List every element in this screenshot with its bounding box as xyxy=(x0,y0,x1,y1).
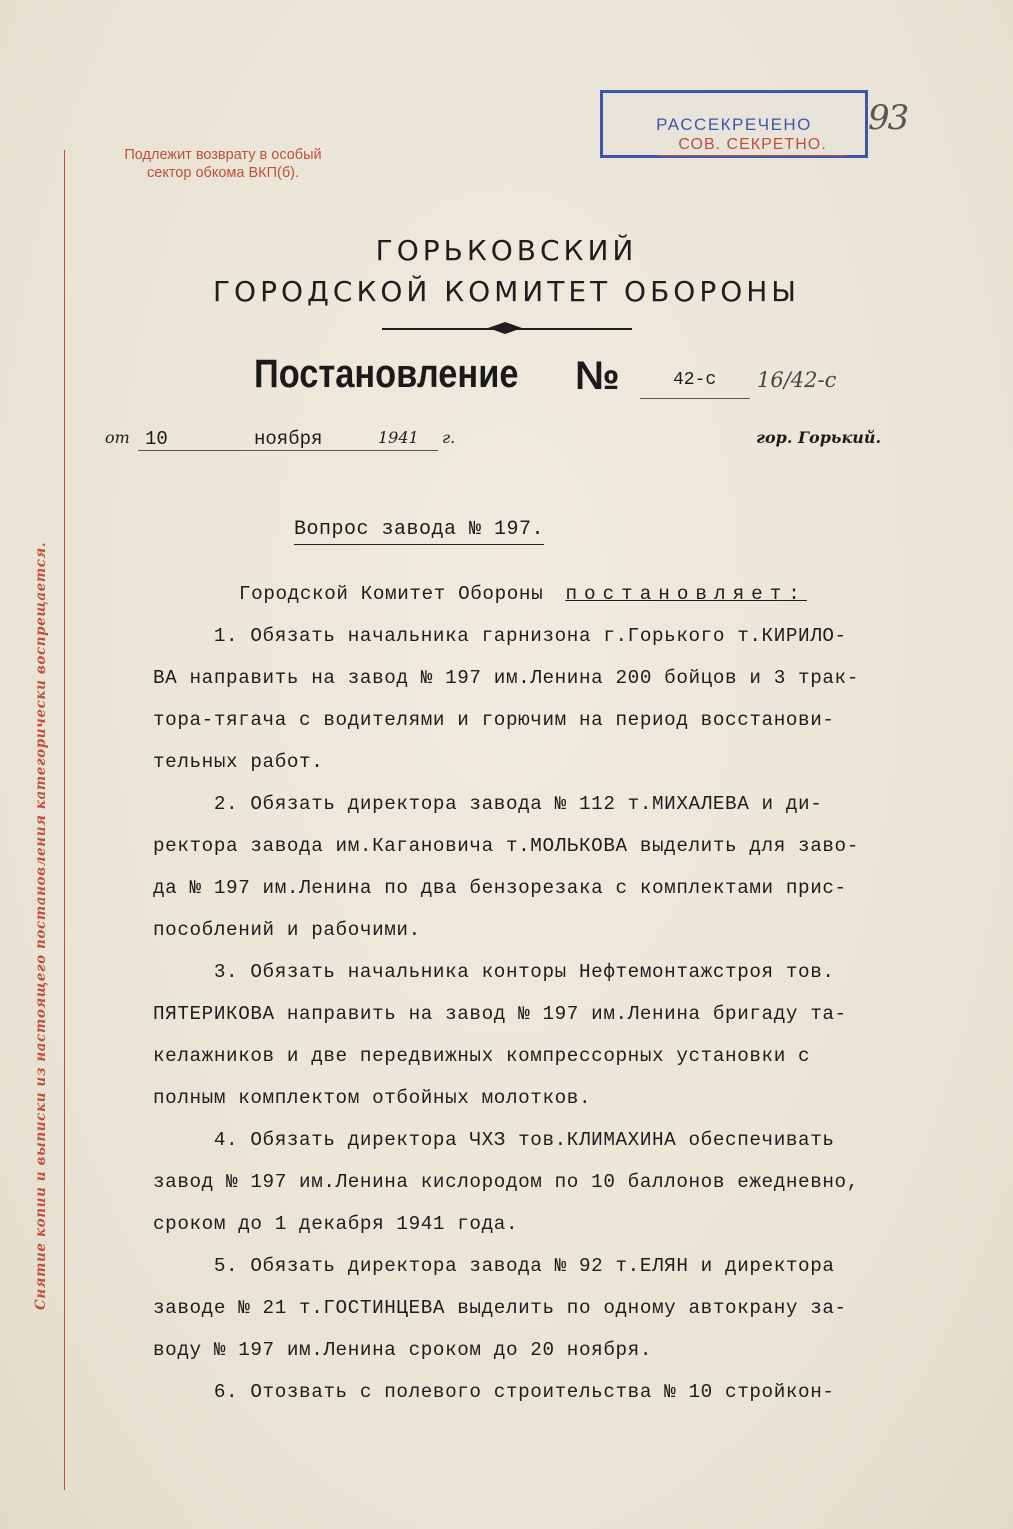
decree-number-typed: 42-с xyxy=(673,370,717,390)
body-line: сроком до 1 декабря 1941 года. xyxy=(153,1213,519,1235)
body-line: тельных работ. xyxy=(153,751,324,773)
decree-subject: Вопрос завода № 197. xyxy=(294,518,544,545)
date-month: ноября xyxy=(254,428,323,450)
resolves-word: постановляет: xyxy=(565,583,807,605)
number-sign: № xyxy=(575,354,620,398)
date-day-underline xyxy=(138,450,216,451)
decree-title: Постановление xyxy=(254,352,519,396)
date-year-suffix: г. xyxy=(442,428,456,447)
body-line: тора-тягача с водителями и горючим на период восстанови- xyxy=(153,709,835,731)
return-note-line-2: сектор обкома ВКП(б). xyxy=(147,165,299,181)
date-day: 10 xyxy=(145,428,168,450)
body-line: воду № 197 им.Ленина сроком до 20 ноября. xyxy=(153,1339,652,1361)
decree-body xyxy=(153,573,953,1413)
body-line: да № 197 им.Ленина по два бензорезака с комплектами прис- xyxy=(153,877,847,899)
stamp-secret-text: СОВ. СЕКРЕТНО. xyxy=(660,135,845,156)
date-year: 1941 xyxy=(378,428,419,447)
body-line: 1. Обязать начальника гарнизона г.Горького т.КИРИЛО- xyxy=(153,625,847,647)
body-line: ректора завода им.Кагановича т.МОЛЬКОВА выделить для заво- xyxy=(153,835,859,857)
declassified-stamp xyxy=(600,90,868,158)
body-line: 5. Обязать директора завода № 92 т.ЕЛЯН и директора xyxy=(153,1255,835,1277)
body-line: 2. Обязать директора завода № 112 т.МИХАЛЕВА и ди- xyxy=(153,793,823,815)
body-line: ВА направить на завод № 197 им.Ленина 200 бойцов и 3 трак- xyxy=(153,667,859,689)
body-line: 4. Обязать директора ЧХЗ тов.КЛИМАХИНА обеспечивать xyxy=(153,1129,835,1151)
body-line: келажников и две передвижных компрессорных установки с xyxy=(153,1045,811,1067)
date-prefix: от xyxy=(105,428,130,447)
return-note xyxy=(78,146,368,182)
org-name-line-2: ГОРОДСКОЙ КОМИТЕТ ОБОРОНЫ xyxy=(212,275,801,308)
preamble-line xyxy=(153,573,953,615)
date-year-underline xyxy=(372,450,438,451)
decree-number-handwritten: 16/42-с xyxy=(757,368,837,392)
body-line: 3. Обязать начальника конторы Нефтемонтажстроя тов. xyxy=(153,961,835,983)
margin-restriction-note: Снятие копии и выписки из настоящего постановления категорически воспрещается. xyxy=(33,541,49,1310)
sheet-number: 93 xyxy=(868,98,908,138)
body-line: ПЯТЕРИКОВА направить на завод № 197 им.Ленина бригаду та- xyxy=(153,1003,847,1025)
body-line: полным комплектом отбойных молотков. xyxy=(153,1087,592,1109)
body-line: пособлений и рабочими. xyxy=(153,919,421,941)
number-underline xyxy=(640,398,750,399)
stamp-declassified-text: РАССЕКРЕЧЕНО xyxy=(656,115,812,134)
preamble: Городской Комитет Обороны xyxy=(239,583,544,605)
date-month-underline xyxy=(214,450,374,451)
return-note-line-1: Подлежит возврату в особый xyxy=(124,147,322,163)
org-name-line-1: ГОРЬКОВСКИЙ xyxy=(375,234,638,267)
body-line: заводе № 21 т.ГОСТИНЦЕВА выделить по одному автокрану за- xyxy=(153,1297,847,1319)
divider-ornament-icon xyxy=(488,322,522,334)
body-line: завод № 197 им.Ленина кислородом по 10 баллонов ежедневно, xyxy=(153,1171,859,1193)
body-lines xyxy=(153,615,953,1413)
body-line: 6. Отозвать с полевого строительства № 10 стройкон- xyxy=(153,1381,835,1403)
date-city: гор. Горький. xyxy=(756,428,882,447)
margin-rule xyxy=(64,150,65,1490)
